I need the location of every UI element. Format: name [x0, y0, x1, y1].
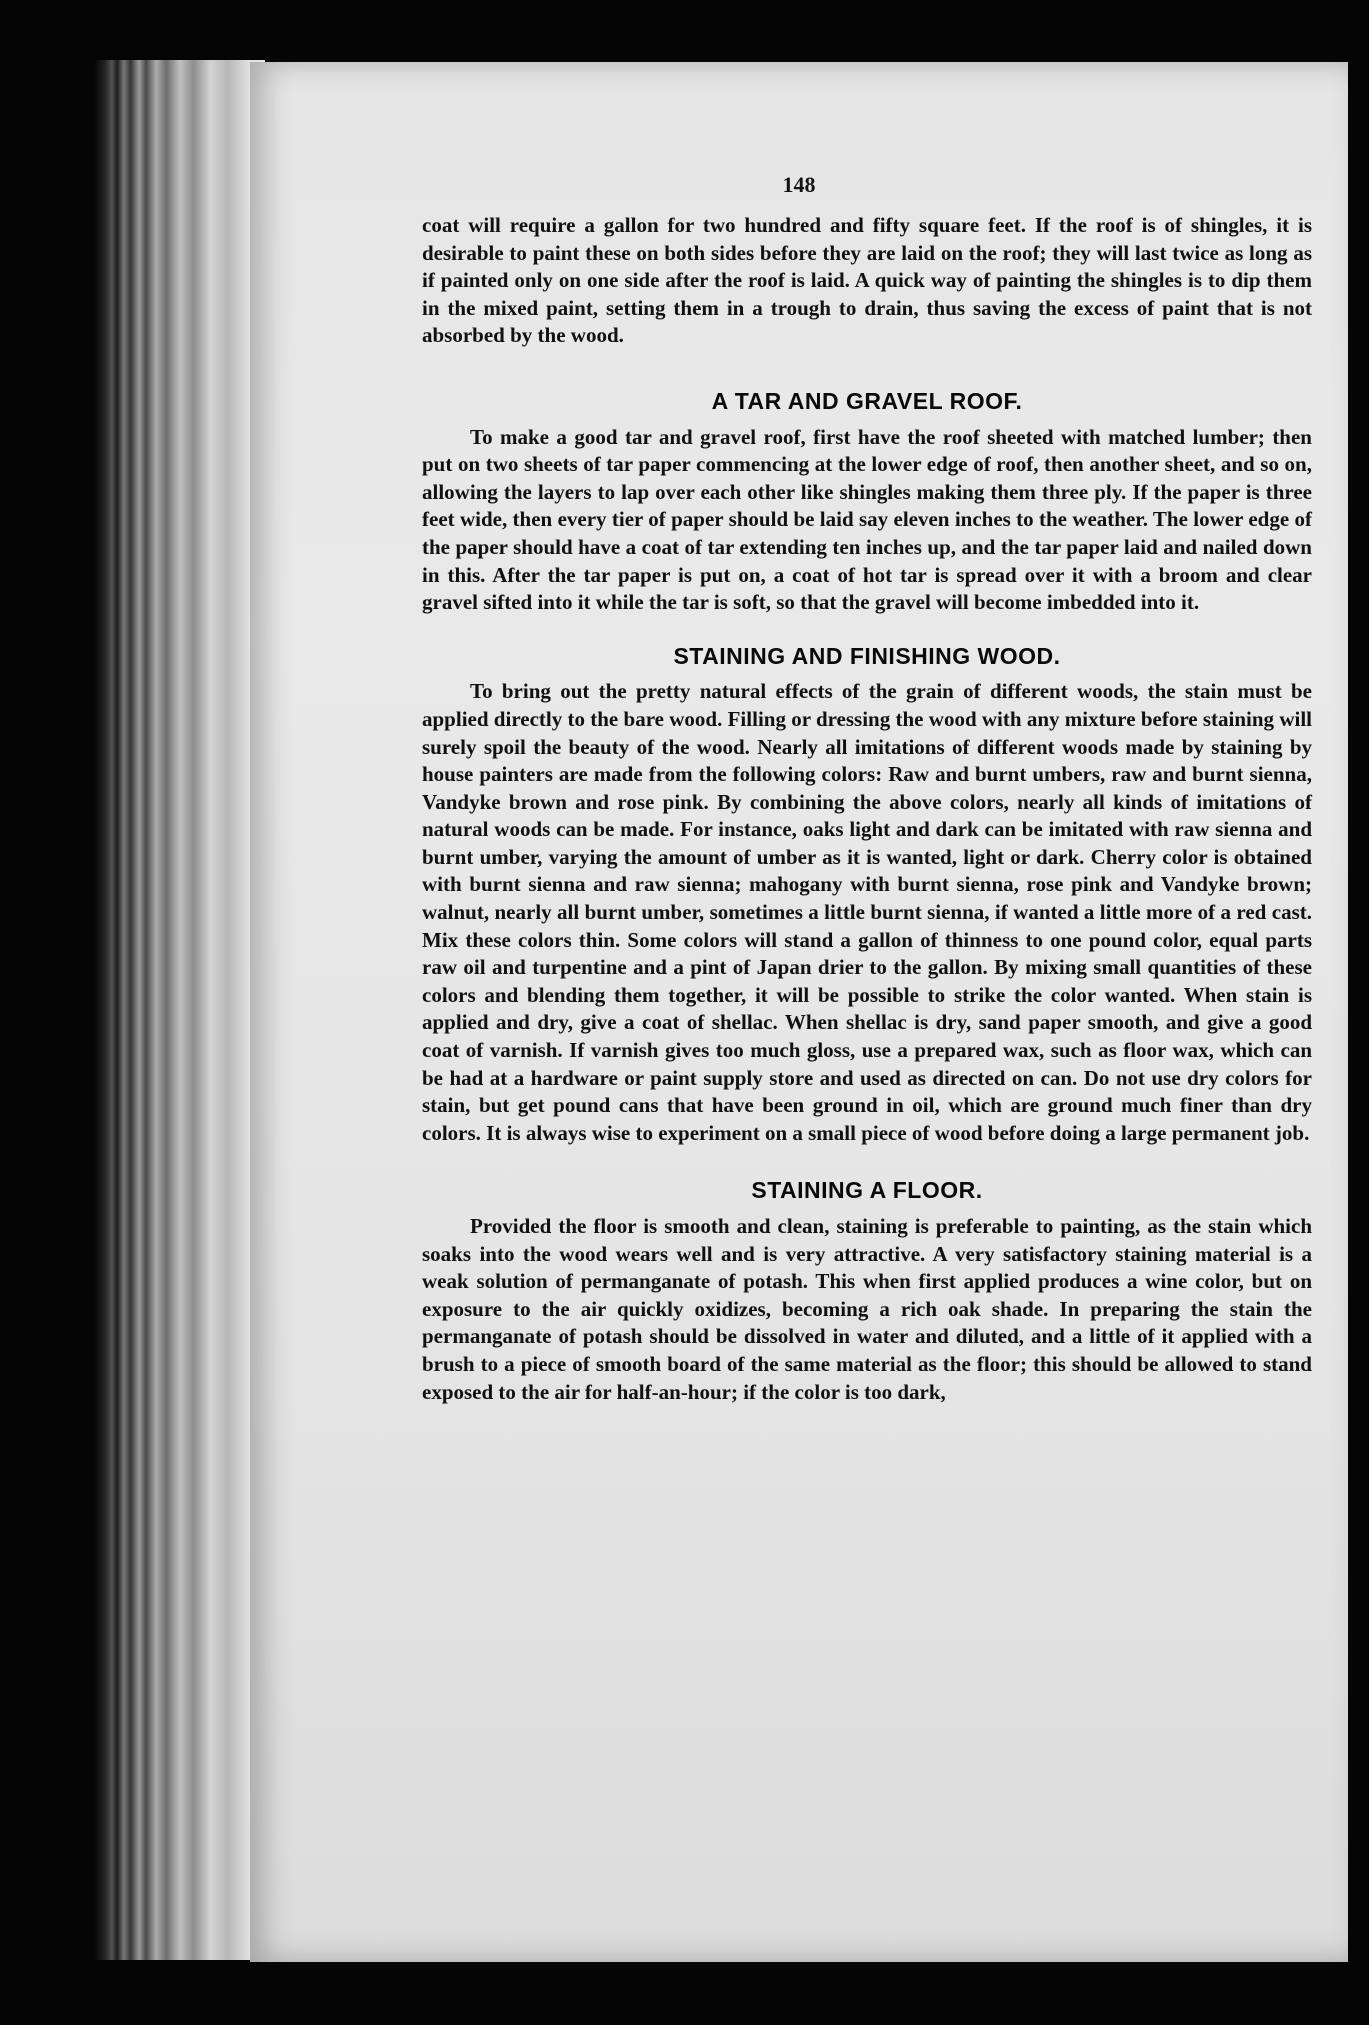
- section-heading-staining-finishing-wood: STAINING AND FINISHING WOOD.: [673, 642, 1061, 669]
- section-heading-tar-gravel-roof: A TAR AND GRAVEL ROOF.: [711, 387, 1023, 414]
- book-binding-gutter: [95, 60, 265, 1960]
- page-text: [422, 212, 1312, 1406]
- page-number: 148: [782, 172, 816, 197]
- section-heading-staining-floor: STAINING A FLOOR.: [751, 1177, 983, 1204]
- section-body-staining-finishing-wood: To bring out the pretty natural effects of the grain of different woods, the stain must be applied directly to the bare wood. Filling or dressing the wood with any mixture before staining will surely spoil the beauty of the wood. Nearly all imitations of different woods made by staining by house painters are made from the following colors: Raw and burnt umbers, raw and burnt sienna, Vandyke brown and rose pink. By combining the above colors, nearly all kinds of imitations of natural woods can be made. For instance, oaks light and dark can be imitated with raw sienna and burnt umber, varying the amount of umber as it is wanted, light or dark. Cherry color is obtained with burnt sienna and raw sienna; mahogany with burnt sienna, rose pink and Vandyke brown; walnut, nearly all burnt umber, sometimes a little burnt sienna, if wanted a little more of a red cast. Mix these colors thin. Some colors will stand a gallon of thinness to one pound color, equal parts raw oil and turpentine and a pint of Japan drier to the gallon. By mixing small quantities of these colors and blending them together, it will be possible to strike the color wanted. When stain is applied and dry, give a coat of shellac. When shellac is dry, sand paper smooth, and give a good coat of varnish. If varnish gives too much gloss, use a prepared wax, such as floor wax, which can be had at a hardware or paint supply store and used as directed on can. Do not use dry colors for stain, but get pound cans that have been ground in oil, which are ground much finer than dry colors. It is always wise to experiment on a small piece of wood before doing a large permanent job.: [422, 679, 1312, 1145]
- section-body-tar-gravel-roof: To make a good tar and gravel roof, first have the roof sheeted with matched lumber; then put on two sheets of tar paper commencing at the lower edge of roof, then another sheet, and so on, allowing the layers to lap over each other like shingles making them three ply. If the paper is three feet wide, then every tier of paper should be laid say eleven inches to the weather. The lower edge of the paper should have a coat of tar extending ten inches up, and the tar paper laid and nailed down in this. After the tar paper is put on, a coat of hot tar is spread over it with a broom and clear gravel sifted into it while the tar is soft, so that the gravel will become imbedded into it.: [422, 424, 1312, 615]
- section-body-staining-floor: Provided the floor is smooth and clean, staining is preferable to painting, as the stain which soaks into the wood wears well and is very attractive. A very satisfactory staining material is a weak solution of permanganate of potash. This when first applied produces a wine color, but on exposure to the air quickly oxidizes, becoming a rich oak shade. In preparing the stain the permanganate of potash should be dissolved in water and diluted, and a little of it applied with a brush to a piece of smooth board of the same material as the floor; this should be allowed to stand exposed to the air for half-an-hour; if the color is too dark,: [422, 1214, 1312, 1404]
- intro-paragraph: coat will require a gallon for two hundred and fifty square feet. If the roof is of shingles, it is desirable to paint these on both sides before they are laid on the roof; they will last twice as long as if painted only on one side after the roof is laid. A quick way of painting the shingles is to dip them in the mixed paint, setting them in a trough to drain, thus saving the excess of paint that is not absorbed by the wood.: [422, 213, 1312, 348]
- book-page: [250, 62, 1348, 1962]
